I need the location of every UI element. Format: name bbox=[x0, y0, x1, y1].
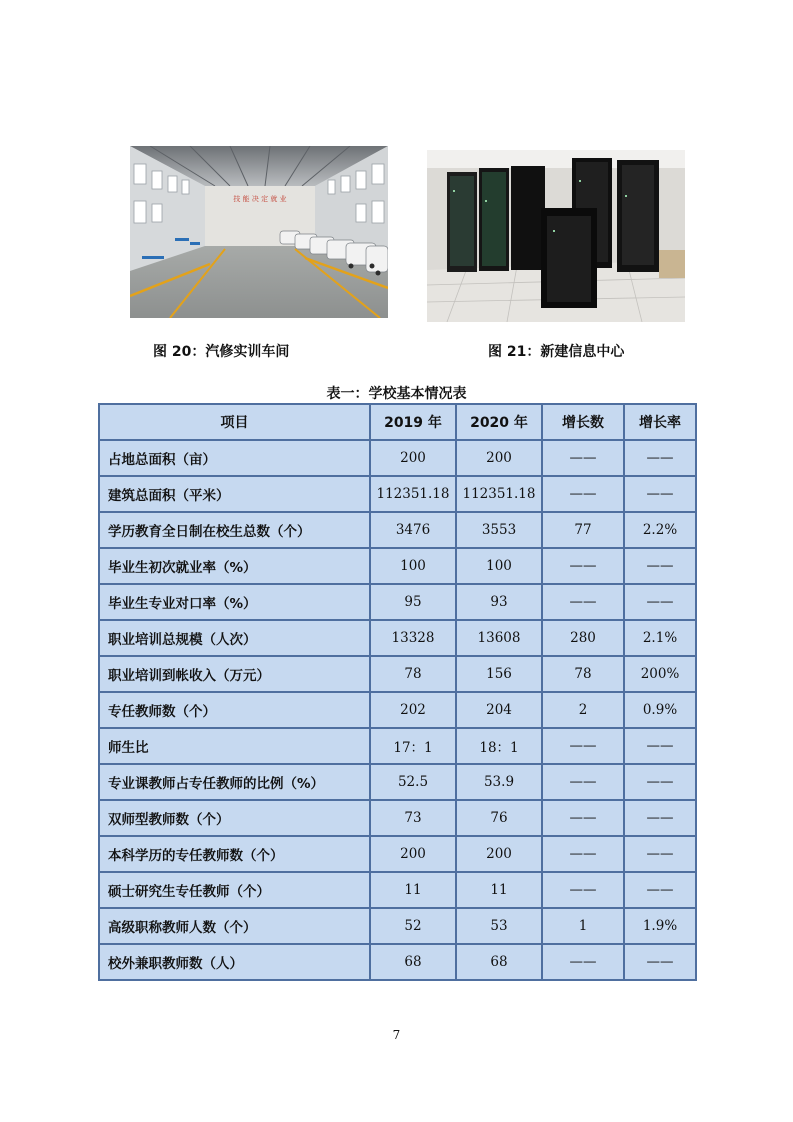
row-label: 学历教育全日制在校生总数（个） bbox=[99, 512, 370, 548]
table-row bbox=[99, 764, 696, 800]
value-2019: 52 bbox=[370, 908, 456, 944]
row-label: 师生比 bbox=[99, 728, 370, 764]
growth-rate: 200% bbox=[624, 656, 696, 692]
growth-count: —— bbox=[542, 728, 624, 764]
growth-rate: 2.2% bbox=[624, 512, 696, 548]
row-label: 专任教师数（个） bbox=[99, 692, 370, 728]
value-2020: 3553 bbox=[456, 512, 542, 548]
value-2020: 156 bbox=[456, 656, 542, 692]
table-row bbox=[99, 476, 696, 512]
table-row bbox=[99, 692, 696, 728]
table-row bbox=[99, 656, 696, 692]
growth-rate: —— bbox=[624, 944, 696, 980]
row-label: 职业培训到帐收入（万元） bbox=[99, 656, 370, 692]
growth-rate: —— bbox=[624, 440, 696, 476]
value-2019: 3476 bbox=[370, 512, 456, 548]
value-2019: 112351.18 bbox=[370, 476, 456, 512]
value-2020: 11 bbox=[456, 872, 542, 908]
table-row bbox=[99, 872, 696, 908]
row-label: 硕士研究生专任教师（个） bbox=[99, 872, 370, 908]
growth-rate: —— bbox=[624, 800, 696, 836]
growth-count: —— bbox=[542, 836, 624, 872]
table-row bbox=[99, 728, 696, 764]
value-2019: 200 bbox=[370, 836, 456, 872]
table-row bbox=[99, 548, 696, 584]
row-label: 占地总面积（亩） bbox=[99, 440, 370, 476]
value-2020: 100 bbox=[456, 548, 542, 584]
value-2020: 18：1 bbox=[456, 728, 542, 764]
growth-count: —— bbox=[542, 872, 624, 908]
value-2019: 78 bbox=[370, 656, 456, 692]
growth-rate: —— bbox=[624, 872, 696, 908]
growth-rate: —— bbox=[624, 836, 696, 872]
growth-count: —— bbox=[542, 764, 624, 800]
row-label: 专业课教师占专任教师的比例（%） bbox=[99, 764, 370, 800]
figure-21-caption: 图 21：新建信息中心 bbox=[488, 344, 625, 360]
value-2019: 73 bbox=[370, 800, 456, 836]
header-growth-count: 增长数 bbox=[542, 404, 624, 440]
workshop-illustration bbox=[130, 146, 388, 318]
value-2019: 52.5 bbox=[370, 764, 456, 800]
growth-count: —— bbox=[542, 584, 624, 620]
value-2020: 68 bbox=[456, 944, 542, 980]
value-2020: 200 bbox=[456, 836, 542, 872]
value-2020: 53 bbox=[456, 908, 542, 944]
value-2019: 200 bbox=[370, 440, 456, 476]
row-label: 本科学历的专任教师数（个） bbox=[99, 836, 370, 872]
growth-count: 1 bbox=[542, 908, 624, 944]
growth-count: —— bbox=[542, 440, 624, 476]
value-2020: 13608 bbox=[456, 620, 542, 656]
row-label: 双师型教师数（个） bbox=[99, 800, 370, 836]
row-label: 毕业生专业对口率（%） bbox=[99, 584, 370, 620]
growth-rate: —— bbox=[624, 548, 696, 584]
growth-count: 280 bbox=[542, 620, 624, 656]
page-number: 7 bbox=[392, 1028, 401, 1042]
value-2019: 68 bbox=[370, 944, 456, 980]
value-2019: 11 bbox=[370, 872, 456, 908]
workshop-photo bbox=[130, 146, 388, 318]
school-basic-info-table bbox=[98, 403, 697, 981]
row-label: 建筑总面积（平米） bbox=[99, 476, 370, 512]
value-2020: 93 bbox=[456, 584, 542, 620]
value-2020: 53.9 bbox=[456, 764, 542, 800]
table-row bbox=[99, 620, 696, 656]
header-2019: 2019 年 bbox=[370, 404, 456, 440]
server-room-photo bbox=[427, 150, 685, 322]
header-item: 项目 bbox=[99, 404, 370, 440]
value-2019: 202 bbox=[370, 692, 456, 728]
figure-20-caption: 图 20：汽修实训车间 bbox=[153, 344, 290, 360]
table-row bbox=[99, 944, 696, 980]
row-label: 高级职称教师人数（个） bbox=[99, 908, 370, 944]
growth-count: —— bbox=[542, 476, 624, 512]
value-2019: 17：1 bbox=[370, 728, 456, 764]
value-2020: 76 bbox=[456, 800, 542, 836]
header-2020: 2020 年 bbox=[456, 404, 542, 440]
growth-count: —— bbox=[542, 800, 624, 836]
table-row bbox=[99, 512, 696, 548]
table-row bbox=[99, 836, 696, 872]
growth-rate: 2.1% bbox=[624, 620, 696, 656]
table-title: 表一：学校基本情况表 bbox=[326, 386, 467, 402]
value-2019: 95 bbox=[370, 584, 456, 620]
table-row bbox=[99, 800, 696, 836]
growth-rate: —— bbox=[624, 728, 696, 764]
workshop-banner: 技 能 决 定 就 业 bbox=[233, 195, 287, 203]
value-2020: 200 bbox=[456, 440, 542, 476]
value-2020: 204 bbox=[456, 692, 542, 728]
row-label: 校外兼职教师数（人） bbox=[99, 944, 370, 980]
table-body bbox=[99, 440, 696, 980]
header-growth-rate: 增长率 bbox=[624, 404, 696, 440]
growth-count: 78 bbox=[542, 656, 624, 692]
table-header-row bbox=[99, 404, 696, 440]
growth-rate: —— bbox=[624, 584, 696, 620]
growth-rate: —— bbox=[624, 476, 696, 512]
growth-count: —— bbox=[542, 548, 624, 584]
growth-count: —— bbox=[542, 944, 624, 980]
table-row bbox=[99, 440, 696, 476]
growth-count: 2 bbox=[542, 692, 624, 728]
value-2020: 112351.18 bbox=[456, 476, 542, 512]
row-label: 职业培训总规模（人次） bbox=[99, 620, 370, 656]
table-row bbox=[99, 908, 696, 944]
growth-rate: 1.9% bbox=[624, 908, 696, 944]
value-2019: 100 bbox=[370, 548, 456, 584]
server-room-illustration bbox=[427, 150, 685, 322]
row-label: 毕业生初次就业率（%） bbox=[99, 548, 370, 584]
value-2019: 13328 bbox=[370, 620, 456, 656]
growth-rate: 0.9% bbox=[624, 692, 696, 728]
table-row bbox=[99, 584, 696, 620]
growth-count: 77 bbox=[542, 512, 624, 548]
growth-rate: —— bbox=[624, 764, 696, 800]
